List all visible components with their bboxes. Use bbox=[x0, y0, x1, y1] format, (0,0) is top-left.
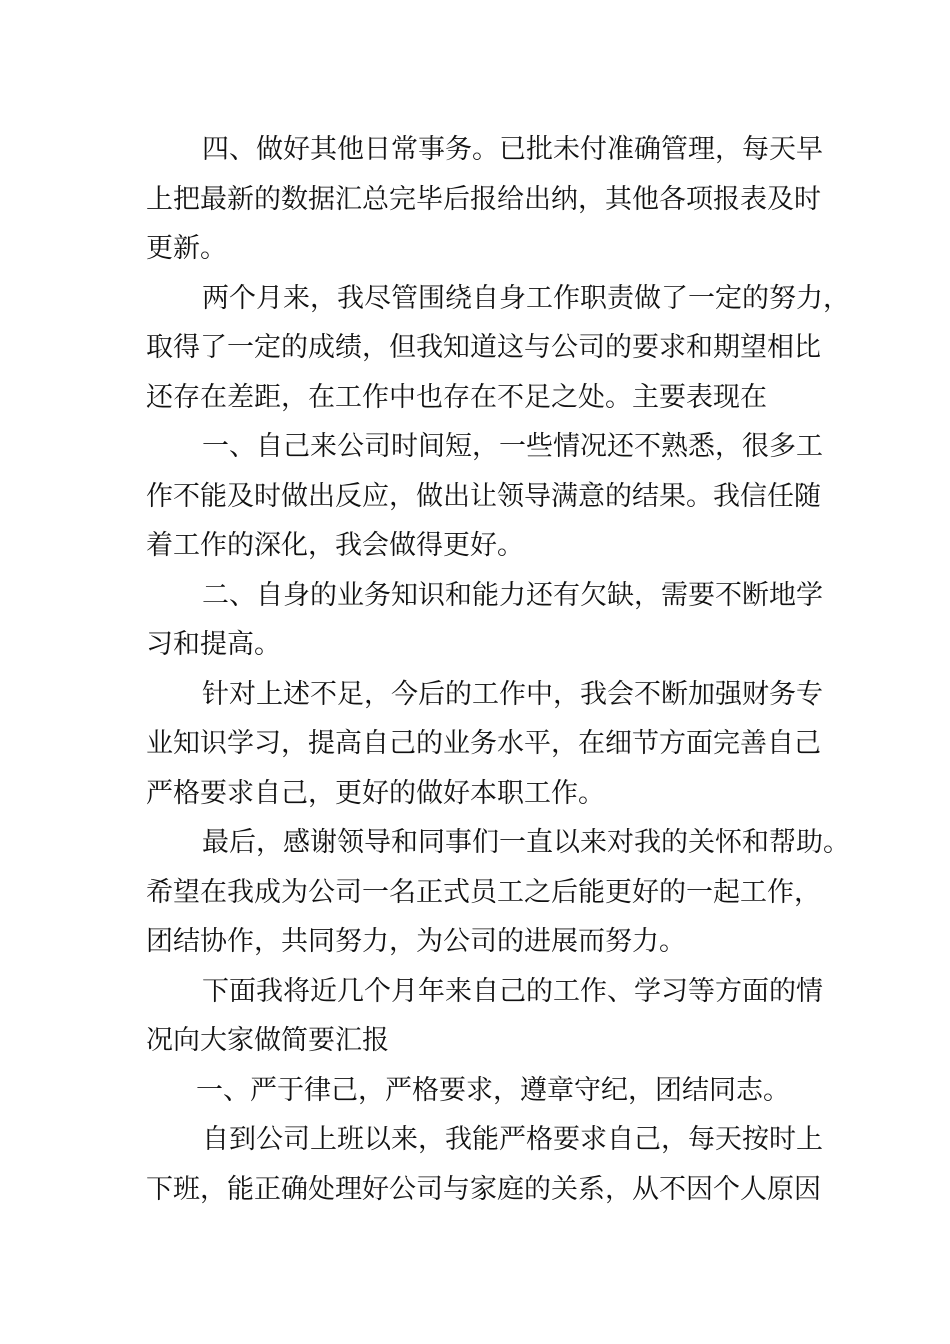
text-line: 最后，感谢领导和同事们一直以来对我的关怀和帮助。 bbox=[202, 827, 850, 858]
section-heading: 一、严于律己，严格要求，遵章守纪，团结同志。 bbox=[196, 1074, 790, 1106]
text-line: 团结协作，共同努力，为公司的进展而努力。 bbox=[146, 926, 686, 957]
paragraph-improvement-plan bbox=[146, 670, 823, 819]
text-line: 取得了一定的成绩，但我知道这与公司的要求和期望相比 bbox=[146, 332, 821, 363]
text-line: 一、自己来公司时间短，一些情况还不熟悉，很多工 bbox=[202, 431, 823, 462]
text-line: 更新。 bbox=[146, 233, 227, 264]
text-line: 两个月来，我尽管围绕自身工作职责做了一定的努力， bbox=[202, 282, 850, 314]
text-line: 下班，能正确处理好公司与家庭的关系，从不因个人原因 bbox=[146, 1173, 821, 1205]
text-line: 况向大家做简要汇报 bbox=[146, 1025, 389, 1056]
text-line: 下面我将近几个月年来自己的工作、学习等方面的情 bbox=[202, 975, 823, 1007]
text-line: 自到公司上班以来，我能严格要求自己，每天按时上 bbox=[202, 1124, 823, 1155]
text-line: 业知识学习，提高自己的业务水平，在细节方面完善自己 bbox=[146, 728, 821, 759]
paragraph-section-heading bbox=[146, 1066, 820, 1116]
paragraph-report-intro bbox=[146, 967, 823, 1066]
paragraph-shortcoming-two bbox=[146, 571, 823, 670]
paragraph-two-months-summary bbox=[146, 274, 850, 423]
text-line: 上把最新的数据汇总完毕后报给出纳，其他各项报表及时 bbox=[146, 183, 821, 215]
paragraph-daily-affairs bbox=[146, 125, 823, 274]
text-line: 四、做好其他日常事务。已批未付准确管理，每天早 bbox=[202, 134, 823, 165]
text-line: 希望在我成为公司一名正式员工之后能更好的一起工作， bbox=[146, 876, 821, 908]
paragraph-thanks bbox=[146, 818, 850, 967]
text-line: 还存在差距，在工作中也存在不足之处。主要表现在 bbox=[146, 381, 767, 413]
paragraph-discipline bbox=[146, 1115, 823, 1214]
text-line: 着工作的深化，我会做得更好。 bbox=[146, 530, 524, 561]
text-line: 针对上述不足，今后的工作中，我会不断加强财务专 bbox=[202, 678, 823, 710]
text-line: 严格要求自己，更好的做好本职工作。 bbox=[146, 777, 605, 809]
paragraph-shortcoming-one bbox=[146, 422, 823, 571]
text-line: 二、自身的业务知识和能力还有欠缺，需要不断地学 bbox=[202, 579, 823, 611]
text-line: 作不能及时做出反应，做出让领导满意的结果。我信任随 bbox=[146, 480, 821, 512]
text-line: 习和提高。 bbox=[146, 629, 281, 660]
